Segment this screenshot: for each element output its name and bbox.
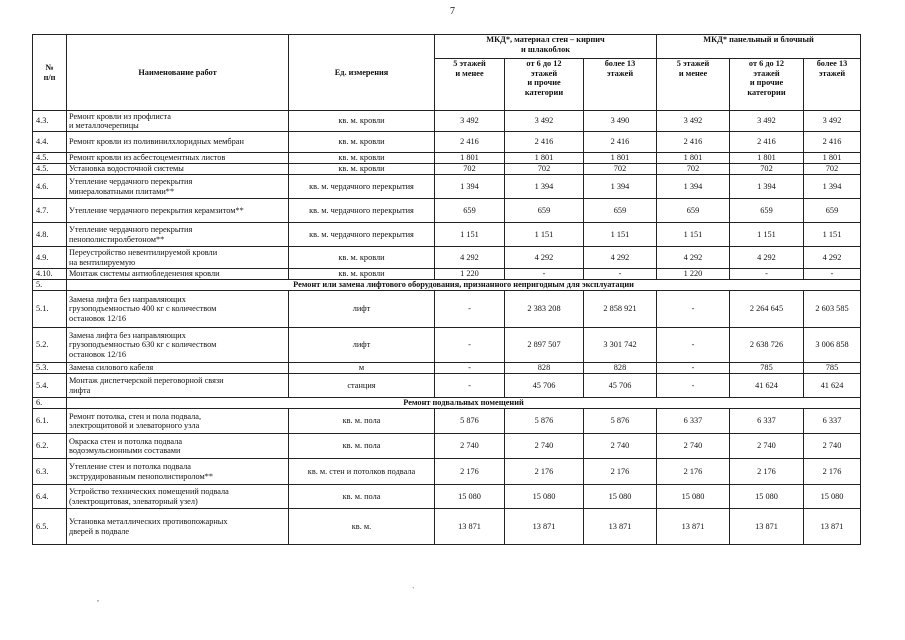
value-cell: 2 176: [730, 459, 804, 485]
value-cell: 2 176: [505, 459, 584, 485]
value-cell: 702: [505, 164, 584, 175]
value-cell: 2 740: [584, 434, 657, 459]
value-cell: 2 603 585: [804, 291, 861, 328]
table-row: [33, 269, 861, 280]
row-number: 4.10.: [33, 269, 67, 280]
value-cell: 1 801: [505, 153, 584, 164]
col-header-sub: 5 этажей и менее: [435, 59, 505, 111]
unit-cell: м: [289, 363, 435, 374]
unit-cell: кв. м. кровли: [289, 153, 435, 164]
work-name: Утепление чердачного перекрытия пенополистиролбетоном**: [67, 223, 289, 247]
value-cell: 1 394: [657, 175, 730, 199]
value-cell: 41 624: [804, 374, 861, 398]
unit-cell: кв. м. кровли: [289, 247, 435, 269]
work-name: Монтаж диспетчерской переговорной связи лифта: [67, 374, 289, 398]
value-cell: 659: [804, 199, 861, 223]
value-cell: 2 416: [657, 132, 730, 153]
value-cell: 4 292: [435, 247, 505, 269]
value-cell: 2 740: [730, 434, 804, 459]
value-cell: 1 801: [584, 153, 657, 164]
col-header-sub: 5 этажей и менее: [657, 59, 730, 111]
value-cell: 2 176: [584, 459, 657, 485]
value-cell: 659: [657, 199, 730, 223]
value-cell: 3 492: [505, 111, 584, 132]
row-number: 4.4.: [33, 132, 67, 153]
value-cell: 702: [657, 164, 730, 175]
value-cell: 702: [804, 164, 861, 175]
table-row: [33, 374, 861, 398]
row-number: 4.5.: [33, 164, 67, 175]
value-cell: 45 706: [584, 374, 657, 398]
unit-cell: кв. м. кровли: [289, 111, 435, 132]
col-header-unit: Ед. измерения: [289, 35, 435, 111]
value-cell: 1 394: [730, 175, 804, 199]
value-cell: 1 394: [435, 175, 505, 199]
table-row: [33, 164, 861, 175]
work-name: Замена лифта без направляющих грузоподъемностью 630 кг с количеством остановок 12/16: [67, 328, 289, 363]
value-cell: 15 080: [584, 485, 657, 509]
value-cell: 1 394: [804, 175, 861, 199]
unit-cell: кв. м. кровли: [289, 164, 435, 175]
value-cell: 5 876: [505, 409, 584, 434]
value-cell: 1 220: [657, 269, 730, 280]
value-cell: 2 416: [730, 132, 804, 153]
row-number: 5.4.: [33, 374, 67, 398]
value-cell: -: [435, 374, 505, 398]
value-cell: 15 080: [435, 485, 505, 509]
row-number: 5.: [33, 280, 67, 291]
value-cell: 2 740: [435, 434, 505, 459]
value-cell: 15 080: [804, 485, 861, 509]
value-cell: 1 151: [435, 223, 505, 247]
value-cell: 2 264 645: [730, 291, 804, 328]
section-row: [33, 280, 861, 291]
value-cell: 659: [584, 199, 657, 223]
unit-cell: кв. м. пола: [289, 409, 435, 434]
col-header-sub: более 13 этажей: [804, 59, 861, 111]
value-cell: -: [657, 363, 730, 374]
value-cell: 13 871: [730, 509, 804, 545]
row-number: 6.3.: [33, 459, 67, 485]
work-name: Окраска стен и потолка подвала водоэмульсионными составами: [67, 434, 289, 459]
value-cell: -: [584, 269, 657, 280]
work-name: Ремонт кровли из профлиста и металлочерепицы: [67, 111, 289, 132]
col-header-sub: более 13 этажей: [584, 59, 657, 111]
table-row: [33, 363, 861, 374]
unit-cell: кв. м. чердачного перекрытия: [289, 199, 435, 223]
value-cell: 2 740: [505, 434, 584, 459]
value-cell: 1 220: [435, 269, 505, 280]
section-row: [33, 398, 861, 409]
value-cell: 2 416: [435, 132, 505, 153]
table-row: [33, 434, 861, 459]
unit-cell: кв. м. чердачного перекрытия: [289, 223, 435, 247]
unit-cell: лифт: [289, 291, 435, 328]
value-cell: 15 080: [657, 485, 730, 509]
row-number: 6.4.: [33, 485, 67, 509]
value-cell: 3 492: [657, 111, 730, 132]
value-cell: 2 740: [804, 434, 861, 459]
unit-cell: кв. м. чердачного перекрытия: [289, 175, 435, 199]
value-cell: -: [804, 269, 861, 280]
value-cell: 1 151: [584, 223, 657, 247]
value-cell: 13 871: [657, 509, 730, 545]
work-name: Утепление чердачного перекрытия керамзитом**: [67, 199, 289, 223]
unit-cell: кв. м.: [289, 509, 435, 545]
value-cell: 1 151: [505, 223, 584, 247]
value-cell: 15 080: [505, 485, 584, 509]
value-cell: 659: [435, 199, 505, 223]
value-cell: 45 706: [505, 374, 584, 398]
value-cell: 15 080: [730, 485, 804, 509]
work-name: Утепление стен и потолка подвала экструдированным пенополистиролом**: [67, 459, 289, 485]
value-cell: 828: [505, 363, 584, 374]
table-row: [33, 409, 861, 434]
work-name: Установка водосточной системы: [67, 164, 289, 175]
table-row: [33, 485, 861, 509]
value-cell: 2 176: [435, 459, 505, 485]
value-cell: 6 337: [804, 409, 861, 434]
work-name: Установка металлических противопожарных дверей в подвале: [67, 509, 289, 545]
value-cell: 5 876: [584, 409, 657, 434]
col-group-panel: МКД* панельный и блочный: [657, 35, 861, 59]
value-cell: 13 871: [804, 509, 861, 545]
unit-cell: кв. м. пола: [289, 485, 435, 509]
value-cell: 4 292: [657, 247, 730, 269]
unit-cell: кв. м. стен и потолков подвала: [289, 459, 435, 485]
value-cell: 1 801: [730, 153, 804, 164]
table-row: [33, 175, 861, 199]
value-cell: -: [435, 291, 505, 328]
value-cell: 6 337: [657, 409, 730, 434]
value-cell: 13 871: [584, 509, 657, 545]
table-row: [33, 247, 861, 269]
value-cell: 3 490: [584, 111, 657, 132]
value-cell: 2 858 921: [584, 291, 657, 328]
work-name: Ремонт кровли из поливинилхлоридных мембран: [67, 132, 289, 153]
value-cell: 1 151: [730, 223, 804, 247]
cost-table: [32, 34, 861, 545]
work-name: Монтаж системы антиобледенения кровли: [67, 269, 289, 280]
value-cell: 1 801: [804, 153, 861, 164]
section-title: Ремонт или замена лифтового оборудования, признанного непригодным для эксплуатации: [67, 280, 861, 291]
row-number: 4.9.: [33, 247, 67, 269]
col-header-name: Наименование работ: [67, 35, 289, 111]
value-cell: 1 394: [584, 175, 657, 199]
section-title: Ремонт подвальных помещений: [67, 398, 861, 409]
value-cell: 3 492: [730, 111, 804, 132]
row-number: 4.8.: [33, 223, 67, 247]
work-name: Замена силового кабеля: [67, 363, 289, 374]
value-cell: -: [657, 291, 730, 328]
value-cell: 702: [435, 164, 505, 175]
value-cell: -: [435, 328, 505, 363]
table-row: [33, 153, 861, 164]
value-cell: 1 151: [657, 223, 730, 247]
value-cell: 13 871: [505, 509, 584, 545]
work-name: Ремонт потолка, стен и пола подвала, электрощитовой и элеваторного узла: [67, 409, 289, 434]
value-cell: -: [435, 363, 505, 374]
table-row: [33, 199, 861, 223]
col-group-brick: МКД*, материал стен – кирпич и шлакоблок: [435, 35, 657, 59]
value-cell: 4 292: [584, 247, 657, 269]
value-cell: 2 416: [804, 132, 861, 153]
value-cell: 1 801: [435, 153, 505, 164]
work-name: Переустройство невентилируемой кровли на вентилируемую: [67, 247, 289, 269]
value-cell: 2 416: [505, 132, 584, 153]
row-number: 6.2.: [33, 434, 67, 459]
work-name: Замена лифта без направляющих грузоподъемностью 400 кг с количеством остановок 12/16: [67, 291, 289, 328]
value-cell: 2 416: [584, 132, 657, 153]
value-cell: 6 337: [730, 409, 804, 434]
scan-speck: `: [412, 586, 415, 595]
value-cell: 1 801: [657, 153, 730, 164]
table-row: [33, 223, 861, 247]
value-cell: 41 624: [730, 374, 804, 398]
value-cell: 3 492: [435, 111, 505, 132]
col-header-num: № п/п: [33, 35, 67, 111]
table-row: [33, 459, 861, 485]
col-header-sub: от 6 до 12 этажей и прочие категории: [505, 59, 584, 111]
value-cell: 2 176: [804, 459, 861, 485]
value-cell: 4 292: [730, 247, 804, 269]
unit-cell: кв. м. кровли: [289, 269, 435, 280]
value-cell: 1 151: [804, 223, 861, 247]
scan-speck: ,: [97, 594, 99, 603]
value-cell: 4 292: [505, 247, 584, 269]
value-cell: 5 876: [435, 409, 505, 434]
row-number: 5.3.: [33, 363, 67, 374]
work-name: Ремонт кровли из асбестоцементных листов: [67, 153, 289, 164]
value-cell: 13 871: [435, 509, 505, 545]
value-cell: -: [505, 269, 584, 280]
value-cell: -: [657, 374, 730, 398]
value-cell: 659: [730, 199, 804, 223]
row-number: 6.1.: [33, 409, 67, 434]
value-cell: 3 301 742: [584, 328, 657, 363]
table-row: [33, 132, 861, 153]
value-cell: 2 740: [657, 434, 730, 459]
row-number: 4.3.: [33, 111, 67, 132]
value-cell: 3 006 858: [804, 328, 861, 363]
value-cell: -: [657, 328, 730, 363]
value-cell: 702: [584, 164, 657, 175]
value-cell: 2 383 208: [505, 291, 584, 328]
value-cell: 3 492: [804, 111, 861, 132]
value-cell: 828: [584, 363, 657, 374]
table-row: [33, 111, 861, 132]
value-cell: 2 638 726: [730, 328, 804, 363]
table-row: [33, 291, 861, 328]
row-number: 4.7.: [33, 199, 67, 223]
unit-cell: станция: [289, 374, 435, 398]
value-cell: 785: [730, 363, 804, 374]
table-body: [33, 111, 861, 545]
value-cell: 1 394: [505, 175, 584, 199]
table-row: [33, 509, 861, 545]
unit-cell: кв. м. кровли: [289, 132, 435, 153]
row-number: 5.1.: [33, 291, 67, 328]
work-name: Утепление чердачного перекрытия минераловатными плитами**: [67, 175, 289, 199]
value-cell: 659: [505, 199, 584, 223]
value-cell: 2 176: [657, 459, 730, 485]
value-cell: 702: [730, 164, 804, 175]
value-cell: 2 897 507: [505, 328, 584, 363]
work-name: Устройство технических помещений подвала (электрощитовая, элеваторный узел): [67, 485, 289, 509]
row-number: 5.2.: [33, 328, 67, 363]
row-number: 6.: [33, 398, 67, 409]
unit-cell: лифт: [289, 328, 435, 363]
row-number: 4.5.: [33, 153, 67, 164]
value-cell: 785: [804, 363, 861, 374]
value-cell: 4 292: [804, 247, 861, 269]
value-cell: -: [730, 269, 804, 280]
page-number: 7: [450, 6, 455, 17]
col-header-sub: от 6 до 12 этажей и прочие категории: [730, 59, 804, 111]
table-row: [33, 328, 861, 363]
row-number: 6.5.: [33, 509, 67, 545]
unit-cell: кв. м. пола: [289, 434, 435, 459]
row-number: 4.6.: [33, 175, 67, 199]
